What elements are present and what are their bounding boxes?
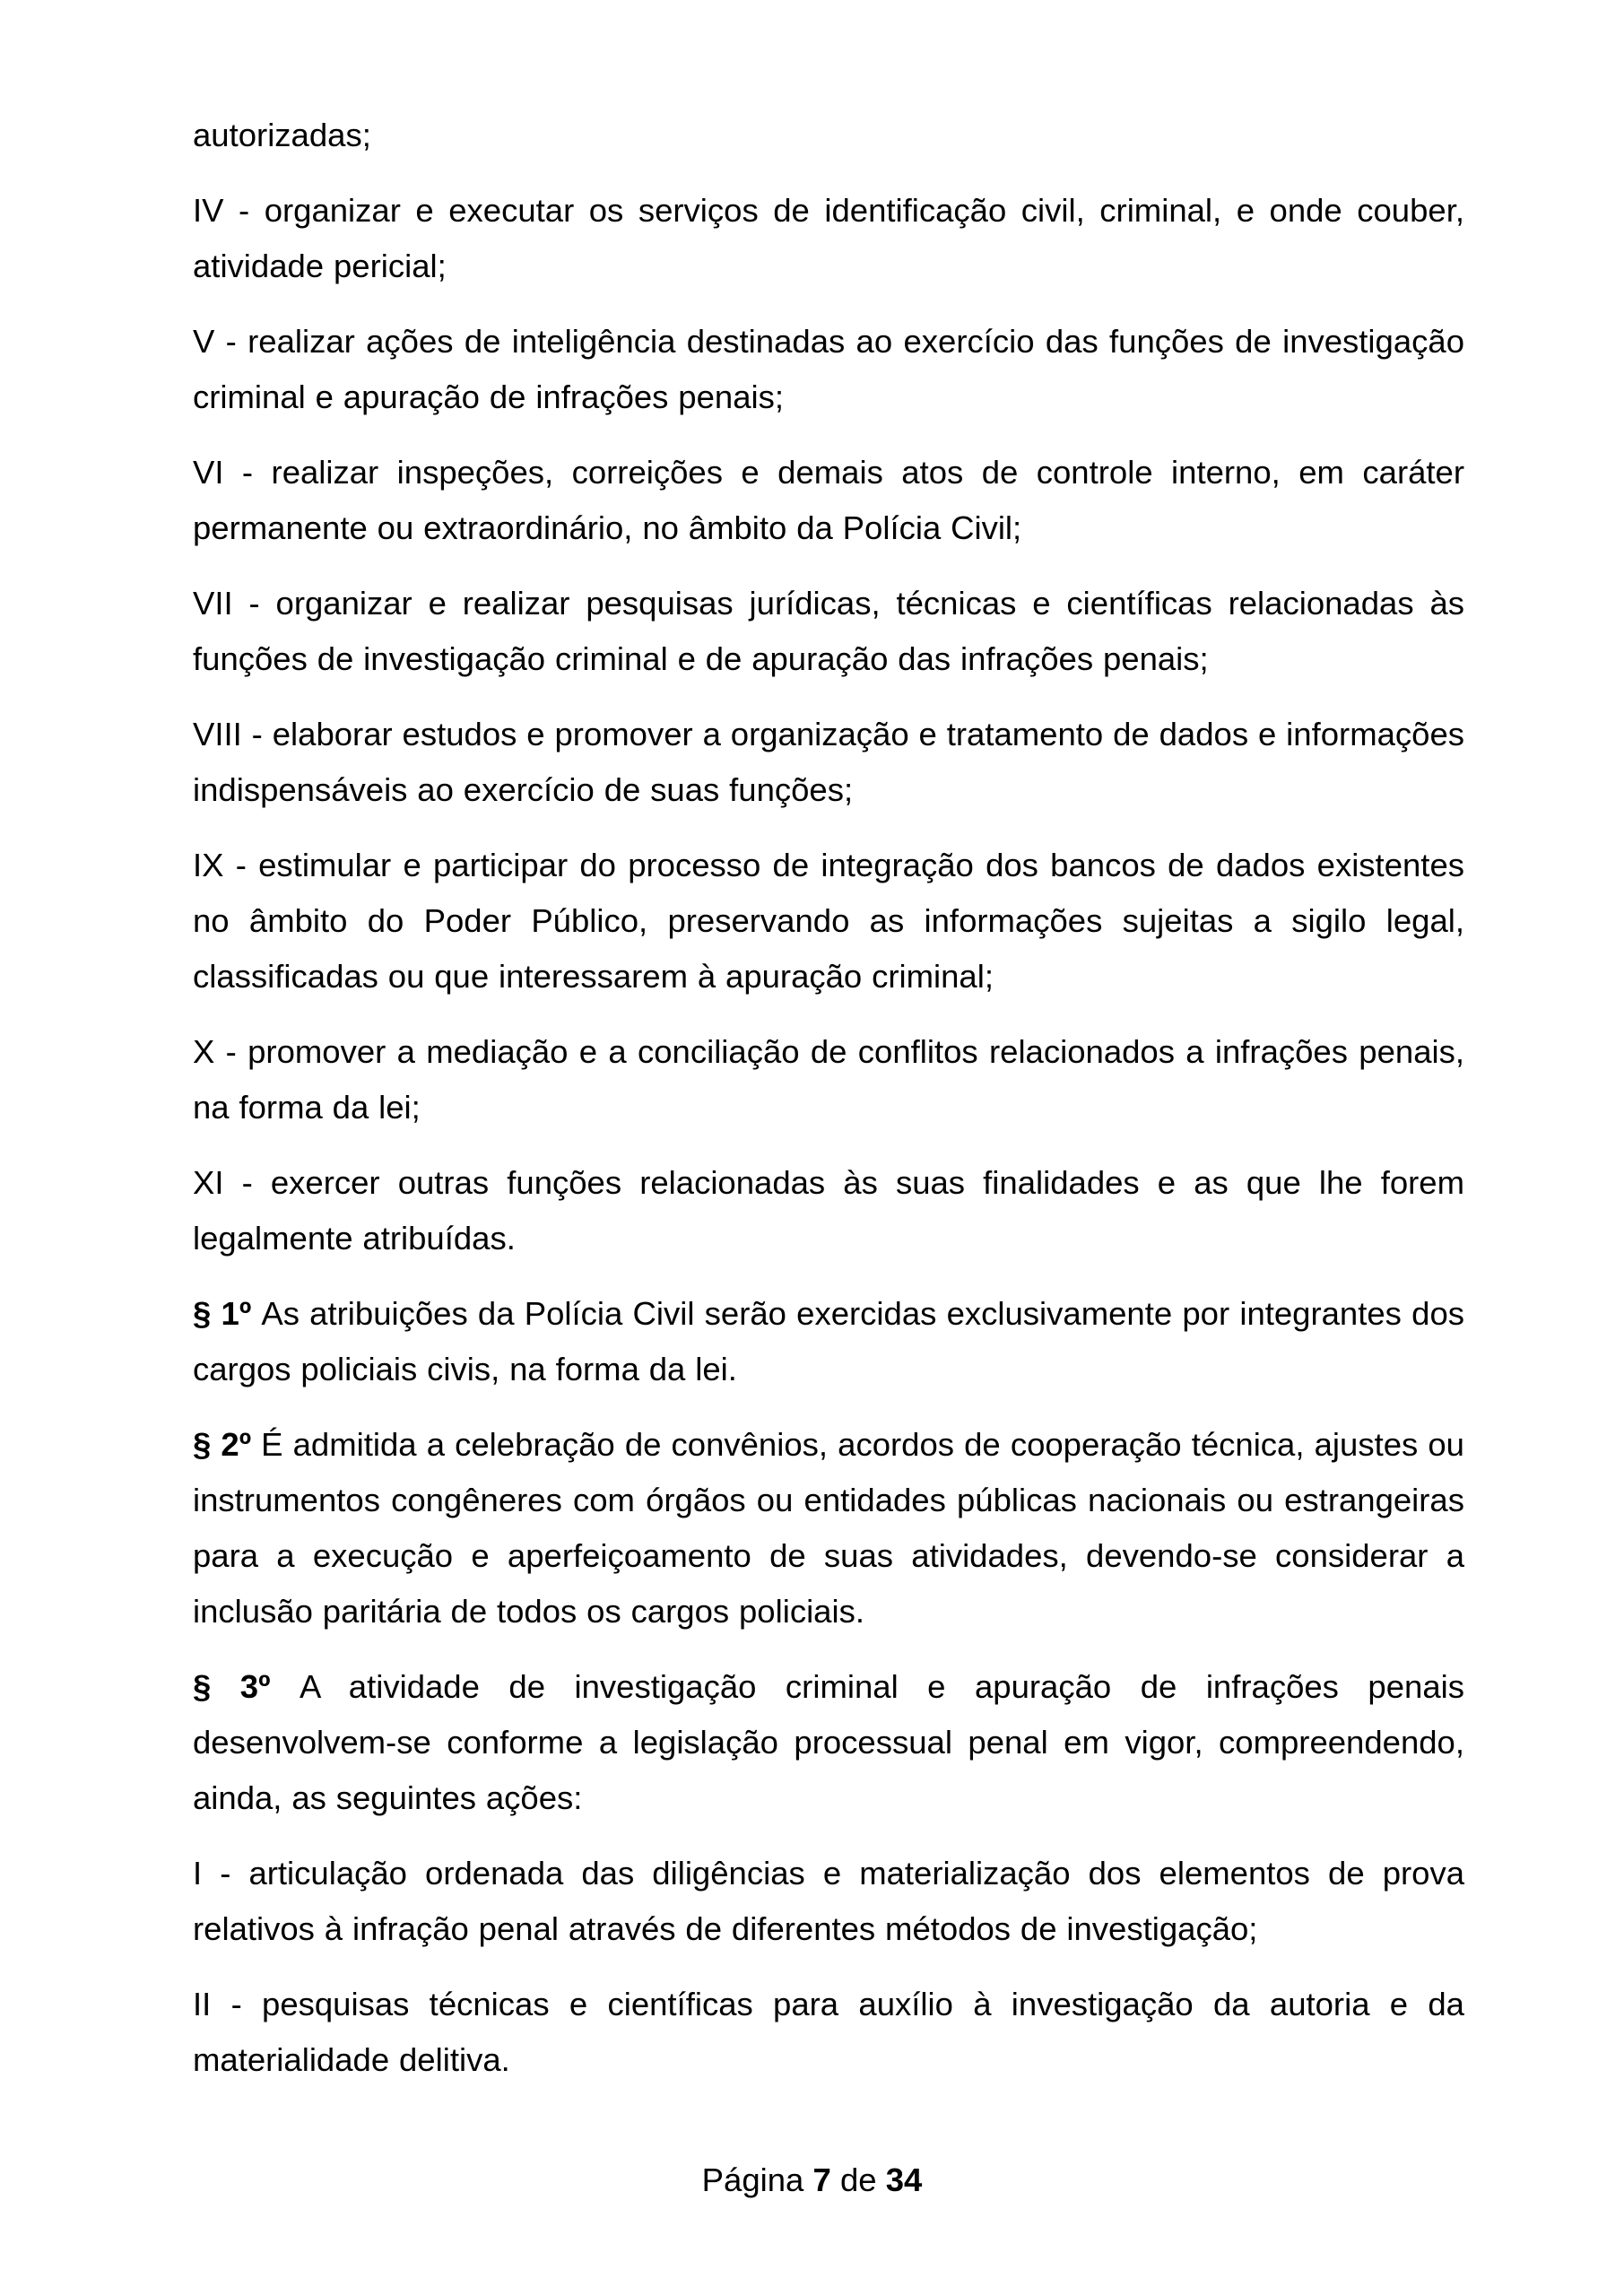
paragraph [193,1977,1464,2088]
paragraph [193,1155,1464,1266]
paragraph-text: VI - realizar inspeções, correições e demais atos de controle interno, em caráter permanente ou extraordinário, no âmbito da Polícia Civil; [193,454,1464,546]
paragraph [193,1659,1464,1826]
footer-page-label: Página [701,2161,804,2198]
footer-current-page: 7 [812,2161,831,2198]
paragraph [193,1417,1464,1639]
paragraph [193,183,1464,294]
page-footer [0,2152,1624,2208]
paragraph [193,1846,1464,1957]
paragraph-lead: § 3º [193,1668,300,1705]
paragraph [193,1024,1464,1135]
paragraph-text: VIII - elaborar estudos e promover a organização e tratamento de dados e informações indispensáveis ao exercício de suas funções; [193,716,1464,808]
paragraph-text: As atribuições da Polícia Civil serão exercidas exclusivamente por integrantes dos cargos policiais civis, na forma da lei. [193,1295,1464,1387]
paragraph [193,838,1464,1004]
paragraph-text: IV - organizar e executar os serviços de identificação civil, criminal, e onde couber, atividade pericial; [193,192,1464,284]
paragraph [193,445,1464,556]
paragraph [193,576,1464,687]
paragraph-text: A atividade de investigação criminal e apuração de infrações penais desenvolvem-se conforme a legislação processual penal em vigor, compreendendo, ainda, as seguintes ações: [193,1668,1464,1816]
paragraph-text: IX - estimular e participar do processo de integração dos bancos de dados existentes no âmbito do Poder Público, preservando as informações sujeitas a sigilo legal, classificadas ou que interessarem à apuração criminal; [193,847,1464,995]
paragraph-text: É admitida a celebração de convênios, acordos de cooperação técnica, ajustes ou instrumentos congêneres com órgãos ou entidades públicas nacionais ou estrangeiras para a execução e aperfeiçoamento de suas atividades, devendo-se considerar a inclusão paritária de todos os cargos policiais. [193,1426,1464,1630]
paragraph-text: XI - exercer outras funções relacionadas às suas finalidades e as que lhe forem legalmente atribuídas. [193,1164,1464,1257]
paragraph-text: VII - organizar e realizar pesquisas jurídicas, técnicas e científicas relacionadas às funções de investigação criminal e de apuração das infrações penais; [193,585,1464,677]
paragraph-text: autorizadas; [193,117,371,153]
paragraph-lead: § 1º [193,1295,262,1332]
paragraph-text: I - articulação ordenada das diligências e materialização dos elementos de prova relativos à infração penal através de diferentes métodos de investigação; [193,1855,1464,1947]
paragraph [193,1286,1464,1397]
paragraph-lead: § 2º [193,1426,262,1463]
footer-total-pages: 34 [885,2161,923,2198]
footer-of-label: de [839,2161,877,2198]
paragraph [193,108,1464,163]
paragraph-text: II - pesquisas técnicas e científicas para auxílio à investigação da autoria e da materialidade delitiva. [193,1986,1464,2078]
paragraph [193,314,1464,425]
paragraph [193,707,1464,818]
document-body [193,108,1464,2108]
paragraph-text: V - realizar ações de inteligência destinadas ao exercício das funções de investigação criminal e apuração de infrações penais; [193,323,1464,415]
paragraph-text: X - promover a mediação e a conciliação de conflitos relacionados a infrações penais, na forma da lei; [193,1033,1464,1126]
